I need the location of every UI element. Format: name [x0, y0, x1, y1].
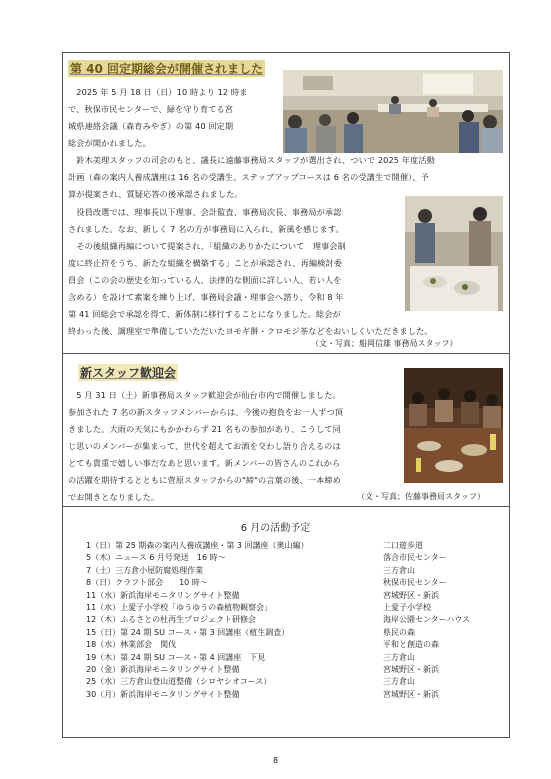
schedule-event: 11（水）新浜海岸モニタリングサイト整備 — [86, 590, 240, 600]
schedule-place: 秋保市民センター — [383, 578, 447, 588]
article1-title: 第 40 回定期総会が開催されました — [70, 62, 264, 76]
schedule-place: 平和と創造の森 — [383, 640, 439, 650]
schedule-place: 三方倉山 — [383, 652, 415, 662]
schedule-place: 宮城野区・新浜 — [383, 689, 439, 699]
article2-body: 5 月 31 日（土）新事務局スタッフ歓迎会が仙台市内で開催しました。 参加された 7 名の新スタッフメンバーからは、今後の抱負をお一人ずつ頂 きました。大雨の天気にもかかわらず 21 名もの参加があり、こうして同 じ思いのメンバーが集まって、世代を超えてお酒を交わし語り合えるのは とても貴重で嬉しい事だなあと思います。新メンバーの皆さんのこれから の活躍を期待するとともに菅原スタッフからの"締"の言葉の後、一本締め でお開きとなりました。 — [68, 390, 344, 502]
article1-credit: （文・写真；船岡信雄 事務局スタッフ） — [311, 339, 458, 348]
schedule-row — [86, 577, 506, 589]
schedule-place: 宮城野区・新浜 — [383, 590, 439, 600]
schedule-place: 二口遊歩道 — [383, 541, 423, 550]
meeting-hall-photo — [283, 70, 503, 153]
schedule-place: 海岸公園センターハウス — [383, 615, 471, 625]
schedule-event: 25（水）三方倉山登山道整備（シロヤシオコース） — [86, 677, 272, 687]
schedule-row — [86, 614, 506, 626]
schedule-row — [86, 565, 506, 577]
schedule-list — [86, 540, 506, 701]
schedule-row — [86, 552, 506, 564]
schedule-event: 30（月）新浜海岸モニタリングサイト整備 — [86, 689, 240, 699]
schedule-place: 落合市民センター — [383, 553, 447, 563]
schedule-row — [86, 689, 506, 701]
schedule-place: 県民の森 — [383, 627, 415, 637]
article1-body2: 役員改選では、理事長以下理事、会計監査、事務局次長、事務局が承認 されました。なお、新しく 7 名の方が事務局に入られ、新風を感じます。 その後組織再編について提案され、「組織のありかたについて 理事会制 度に終止符をうち、新たな組織を構築する」ことが承認され、再編検討委 員会（この会の歴史を知っている人、法律的な側面に詳しい人、若い人を 含める）を設けて素案を練り上げ、事務局会議・理事会へ諮り、令和 8 年 第 41 回総会で承認を得て、新体制に移行することになりました。総会が 終わった後、調理室で準備していただいたヨモギ餅・クロモジ茶などをおいしくいただきました。 — [68, 207, 433, 336]
schedule-row — [86, 639, 506, 651]
page-number: 8 — [272, 756, 279, 765]
schedule-row — [86, 664, 506, 676]
article1-body: 鈴木美理スタッフの司会のもと、議長に遠藤事務局スタッフが選出され、ついで 2025 年度活動 計画（森の案内人養成講座は 16 名の受講生、ステップアップコースは 6 名の受講生で開催）、予 算が提案され、質疑応答の後承認されました。 — [68, 155, 435, 199]
welcome-party-photo — [404, 368, 503, 483]
schedule-row — [86, 540, 506, 552]
schedule-row — [86, 590, 506, 602]
article2-credit: （文・写真；佐藤事務局スタッフ） — [357, 492, 485, 501]
schedule-event: 1（日）第 25 期森の案内人養成講座・第 3 回講座（奥山編） — [86, 541, 309, 550]
section-divider — [62, 353, 510, 354]
schedule-place: 宮城野区・新浜 — [383, 664, 439, 674]
schedule-event: 5（木）ニュース 6 月号発送 16 時～ — [86, 553, 226, 563]
schedule-event: 8（日）クラフト部会 10 時～ — [86, 578, 208, 588]
article2-title: 新スタッフ歓迎会 — [80, 366, 177, 380]
schedule-event: 19（木）第 24 期 SU コース・第 4 回講座 下見 — [86, 652, 266, 662]
schedule-event: 11（水）上愛子小学校「ゆうゆうの森植物観察会」 — [86, 602, 273, 612]
schedule-row — [86, 652, 506, 664]
schedule-title: 6 月の活動予定 — [240, 523, 311, 534]
schedule-event: 7（土）三方倉小屋防腐処理作業 — [86, 565, 204, 575]
article1-intro: 2025 年 5 月 18 日（日）10 時より 12 時ま で、秋保市民センターで、緑を守り育てる宮 城県連絡会議（森育みやぎ）の第 40 回定期 総会が開かれました。 — [68, 87, 248, 148]
schedule-event: 12（木）ふるさとの杜再生プロジェクト研修会 — [86, 615, 257, 625]
schedule-row — [86, 627, 506, 639]
section-divider — [62, 506, 510, 507]
schedule-event: 15（日）第 24 期 SU コース・第 3 回講座（植生調査） — [86, 627, 290, 637]
schedule-event: 18（水）林業部会 関伐 — [86, 640, 177, 650]
schedule-row — [86, 676, 506, 688]
schedule-place: 三方倉山 — [383, 565, 415, 575]
schedule-place: 上愛子小学校 — [383, 602, 431, 612]
schedule-row — [86, 602, 506, 614]
schedule-place: 三方倉山 — [383, 677, 415, 687]
schedule-event: 20（金）新浜海岸モニタリングサイト整備 — [86, 664, 240, 674]
